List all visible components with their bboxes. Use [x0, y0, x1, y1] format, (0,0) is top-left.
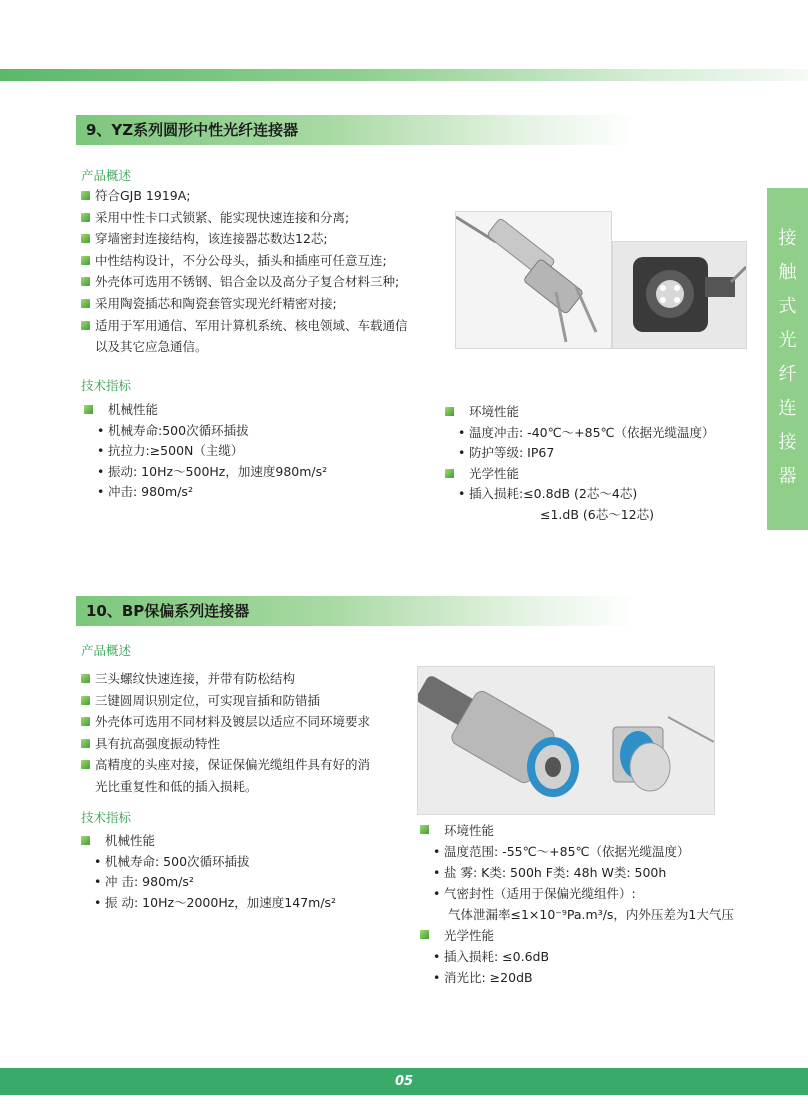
section-10-overview-heading: 产品概述 — [81, 643, 132, 658]
list-item: 三键圆周识别定位，可实现盲插和防错插 — [81, 690, 370, 712]
list-item: 外壳体可选用不锈钢、铝合金以及高分子复合材料三种; — [81, 271, 408, 293]
mechanical-heading: 机械性能 — [81, 831, 336, 852]
section-10-title: 10、BP保偏系列连接器 — [76, 596, 636, 626]
list-item-continuation: 以及其它应急通信。 — [95, 339, 208, 355]
spec-item: • 插入损耗: ≤0.6dB — [420, 946, 734, 967]
side-tab-char: 接 — [778, 228, 797, 249]
spec-item: • 盐 雾: K类: 500h F类: 48h W类: 500h — [420, 862, 734, 883]
section-9-overview-list — [81, 185, 408, 358]
section-10-overview-list — [81, 668, 370, 798]
spec-item: • 防护等级: IP67 — [445, 443, 715, 464]
section-9-mechanical — [84, 400, 327, 503]
spec-item-continuation: 气体泄漏率≤1×10⁻⁹Pa.m³/s，内外压差为1大气压 — [448, 907, 734, 922]
spec-item: • 冲 击: 980m/s² — [81, 872, 336, 893]
side-tab-char: 接 — [778, 432, 797, 453]
list-item: 三头螺纹快速连接，并带有防松结构 — [81, 668, 370, 690]
spec-item: • 插入损耗:≤0.8dB (2芯～4芯) — [445, 484, 715, 505]
optical-heading: 光学性能 — [420, 925, 734, 946]
mechanical-heading: 机械性能 — [84, 400, 327, 421]
section-9-overview-heading: 产品概述 — [81, 168, 132, 183]
section-10-tech-heading: 技术指标 — [81, 810, 132, 825]
side-tab-char: 式 — [778, 296, 797, 317]
section-9-title: 9、YZ系列圆形中性光纤连接器 — [76, 115, 636, 145]
section-9-tech-heading: 技术指标 — [81, 378, 132, 393]
list-item: 高精度的头座对接，保证保偏光缆组件具有好的消 — [81, 754, 370, 776]
spec-item: • 机械寿命:500次循环插拔 — [84, 421, 327, 442]
side-tab-char: 触 — [778, 262, 797, 283]
page-number: 05 — [394, 1074, 414, 1089]
top-green-band — [0, 69, 808, 81]
list-item: 适用于军用通信、军用计算机系统、核电领域、车载通信 — [81, 315, 408, 337]
spec-item: • 温度冲击: -40℃～+85℃（依据光缆温度） — [445, 423, 715, 444]
spec-item: • 消光比: ≥20dB — [420, 967, 734, 988]
side-tab-char: 连 — [778, 398, 797, 419]
side-tab-char: 器 — [778, 466, 797, 487]
list-item: 外壳体可选用不同材料及镀层以适应不同环境要求 — [81, 711, 370, 733]
spec-item: • 振 动: 10Hz～2000Hz，加速度147m/s² — [81, 893, 336, 914]
yz-connector-plug-photo — [455, 211, 612, 349]
spec-item: • 抗拉力:≥500N（主缆） — [84, 441, 327, 462]
spec-item: • 冲击: 980m/s² — [84, 482, 327, 503]
list-item: 中性结构设计，不分公母头，插头和插座可任意互连; — [81, 250, 408, 272]
side-tab-char: 光 — [778, 330, 797, 351]
environment-heading: 环境性能 — [445, 402, 715, 423]
section-9-environment-optical — [445, 402, 715, 525]
side-category-tab — [767, 188, 808, 530]
spec-item: • 振动: 10Hz～500Hz，加速度980m/s² — [84, 462, 327, 483]
section-10-environment-optical — [420, 820, 734, 988]
yz-connector-receptacle-photo — [612, 241, 747, 349]
list-item: 穿墙密封连接结构，该连接器芯数达12芯; — [81, 228, 408, 250]
list-item: 具有抗高强度振动特性 — [81, 733, 370, 755]
spec-item-continuation: ≤1.dB (6芯～12芯) — [540, 506, 654, 522]
bp-connector-photo — [417, 666, 715, 815]
spec-item: • 机械寿命: 500次循环插拔 — [81, 852, 336, 873]
spec-item: • 温度范围: -55℃～+85℃（依据光缆温度） — [420, 841, 734, 862]
optical-heading: 光学性能 — [445, 464, 715, 485]
page-footer — [0, 1068, 808, 1095]
environment-heading: 环境性能 — [420, 820, 734, 841]
side-tab-char: 纤 — [778, 364, 797, 385]
spec-item: • 气密封性（适用于保偏光缆组件）: — [420, 883, 734, 904]
list-item: 采用中性卡口式锁紧、能实现快速连接和分离; — [81, 207, 408, 229]
list-item: 符合GJB 1919A; — [81, 185, 408, 207]
list-item-continuation: 光比重复性和低的插入损耗。 — [95, 778, 258, 794]
section-10-mechanical — [81, 831, 336, 913]
list-item: 采用陶瓷插芯和陶瓷套管实现光纤精密对接; — [81, 293, 408, 315]
